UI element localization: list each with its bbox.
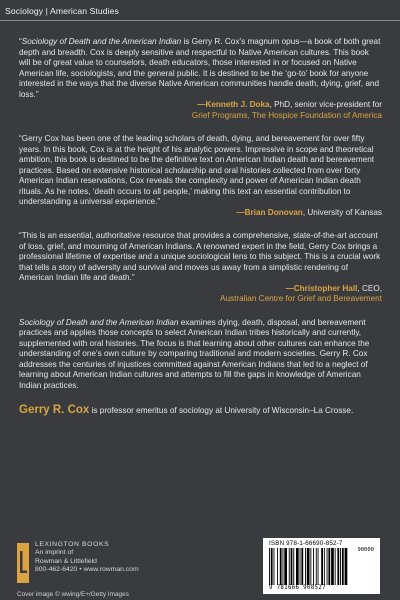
- endorser-affiliation: , University of Kansas: [302, 207, 382, 217]
- barcode-bar: [337, 548, 339, 585]
- barcode-bar: [310, 548, 311, 585]
- barcode-bar: [269, 548, 270, 585]
- header-divider: [0, 20, 400, 21]
- publisher-name: LEXINGTON BOOKS: [35, 541, 110, 548]
- publisher-imprint-label: An imprint of: [35, 549, 74, 557]
- barcode-bar: [271, 548, 273, 585]
- barcode-digits: 9 781666 908527: [269, 585, 326, 591]
- barcode-bar: [280, 548, 282, 585]
- endorsement-attribution: [19, 100, 382, 121]
- endorsement-text: [19, 37, 382, 100]
- cover-image-credit: Cover image © wwing/E+/Getty Images: [17, 591, 129, 598]
- barcode-bar: [274, 548, 275, 585]
- barcode-bar: [318, 548, 319, 585]
- barcode-bar: [293, 548, 294, 585]
- book-title-italic: Sociology of Death and the American Indian: [19, 317, 179, 327]
- endorsement-2: [19, 134, 382, 218]
- barcode-bar: [313, 548, 314, 585]
- description-body: examines dying, death, disposal, and bereavement practices and applies those concepts to select American Indian tribes historically and currently, supplemented with oral histories. The focus is that learning about other cultures can enhance the understanding of one’s own culture by comparing traditional and modern societies. Gerry R. Cox addresses the centuries of injustices committed against American Indians that led to a neglect of learning about American Indian cultures and attempts to fill the gaps in knowledge of American Indian practices.: [19, 317, 370, 390]
- endorser-name: —Brian Donovan: [236, 207, 303, 217]
- barcode-bar: [321, 548, 323, 585]
- barcode-bar: [331, 548, 334, 585]
- barcode-bar: [289, 548, 290, 585]
- barcode-bar: [324, 548, 325, 585]
- category-label: Sociology | American Studies: [5, 6, 119, 16]
- barcode-bar: [284, 548, 287, 585]
- barcode-bar: [296, 548, 299, 585]
- barcode-bar: [300, 548, 301, 585]
- barcode-bars: [269, 548, 374, 585]
- endorser-name: —Christopher Hall: [285, 283, 358, 293]
- barcode-bar: [301, 548, 303, 585]
- price-code: 90000: [357, 547, 374, 553]
- publisher-info: [35, 541, 139, 574]
- publisher-parent: Rowman & Littlefield: [35, 557, 97, 565]
- endorsement-attribution: [19, 284, 382, 305]
- endorsement-text: “This is an essential, authoritative resource that provides a comprehensive, state-of-the-art account of loss, grief, and mourning of American Indians. A renowned expert in the field, Gerry Cox brings a professional lifetime of expertise and a unique sociological lens to this subject. This is a crucial work that tells a story of adversity and survival and moves us away from a simplistic rendering of American Indian life and death.”: [19, 231, 381, 282]
- endorser-title: , CEO,: [357, 283, 382, 293]
- isbn-barcode: [263, 538, 380, 594]
- endorser-title: , PhD, senior vice-president for: [269, 100, 382, 109]
- endorser-org: Grief Programs, The Hospice Foundation of America: [191, 110, 382, 120]
- isbn-number: ISBN 978-1-66690-852-7: [269, 540, 343, 547]
- author-bio-text: is professor emeritus of sociology at University of Wisconsin–La Crosse.: [89, 406, 354, 415]
- barcode-bar: [342, 548, 344, 585]
- barcode-bar: [316, 548, 317, 585]
- endorsement-body: is Gerry R. Cox’s magnum opus—a book of both great depth and breadth. Cox is deeply sensitive and respectful to Native American cultures. This book will be of great value to counselors, death educators, those interested in or focused on Native American life, sociologists, and the general public. It is destined to be the ‘go-to’ book for anyone interested in the ways that the diverse Native American communities handle death, dying, grief, and loss.”: [19, 37, 381, 99]
- barcode-bar: [327, 548, 328, 585]
- barcode-bar: [328, 548, 330, 585]
- endorser-org: Australian Centre for Grief and Bereavement: [219, 294, 382, 303]
- author-bio: [19, 400, 382, 418]
- open-quote: “: [19, 37, 22, 46]
- book-description: [19, 318, 382, 392]
- barcode-bar: [335, 548, 336, 585]
- publisher-logo-icon: [17, 543, 29, 583]
- barcode-bar: [345, 548, 348, 585]
- barcode-bar: [277, 548, 278, 585]
- barcode-bar: [283, 548, 284, 585]
- main-content: [19, 37, 382, 418]
- barcode-bar: [305, 548, 306, 585]
- barcode-bar: [291, 548, 293, 585]
- barcode-bar: [340, 548, 341, 585]
- book-title-italic: Sociology of Death and the American Indian: [21, 37, 182, 46]
- endorser-name: —Kenneth J. Doka: [197, 100, 270, 109]
- endorsement-text: “Gerry Cox has been one of the leading scholars of death, dying, and bereavement for over fifty years. In this book, Cox is at the height of his analytic powers. Impressive in scope and theoretical ambition, this book is destined to be the definitive text on American Indian death and bereavement practices. Based on extensive historical scholarship and oral histories collected from over forty American Indian reservations, Cox reveals the complexity and power of American Indian death rituals. As he notes, ‘death occurs to all people,’ making this text an essential contribution to understanding a universal experience.”: [19, 134, 375, 206]
- endorsement-attribution: [19, 208, 382, 219]
- endorsement-3: [19, 231, 382, 305]
- author-name: Gerry R. Cox: [19, 404, 90, 416]
- barcode-bar: [307, 548, 310, 585]
- endorsement-1: [19, 37, 382, 121]
- publisher-contact: 800-462-6420 • www.rowman.com: [35, 565, 139, 573]
